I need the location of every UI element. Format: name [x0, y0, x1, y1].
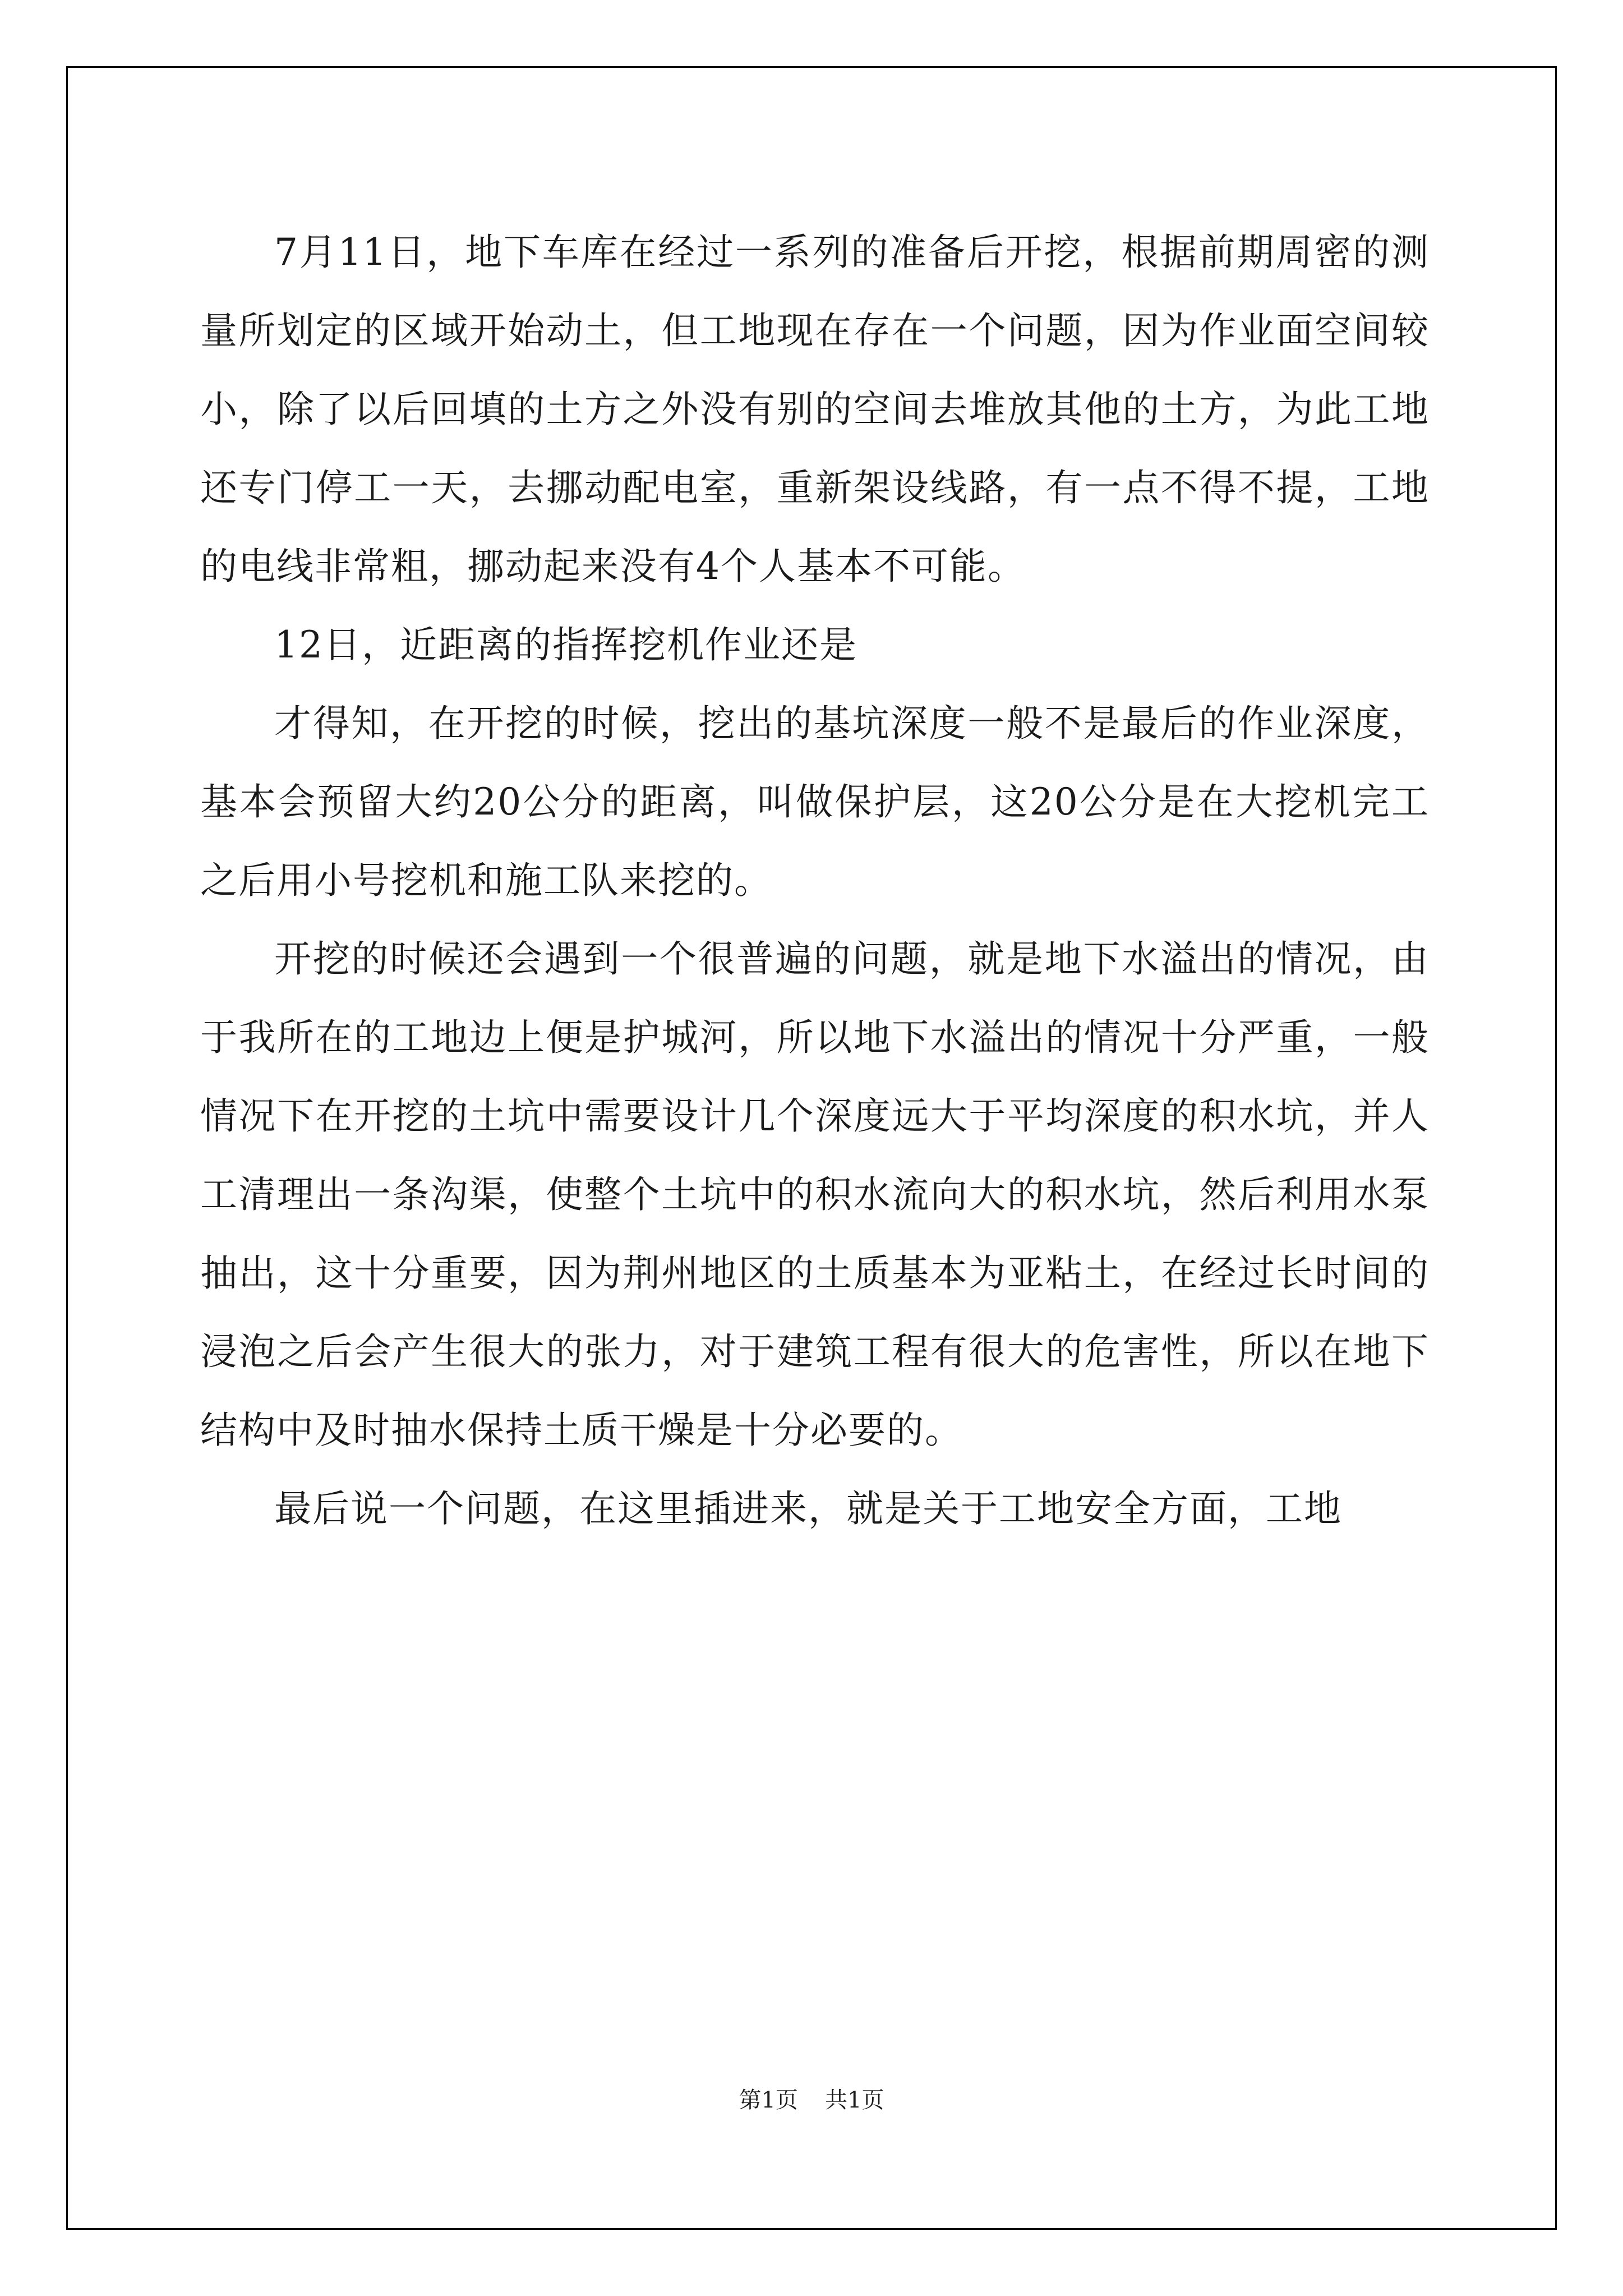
paragraph: 开挖的时候还会遇到一个很普遍的问题，就是地下水溢出的情况，由于我所在的工地边上便是护城河，所以地下水溢出的情况十分严重，一般情况下在开挖的土坑中需要设计几个深度远大于平均深度的积水坑，并人工清理出一条沟渠，使整个土坑中的积水流向大的积水坑，然后利用水泵抽出，这十分重要，因为荆州地区的土质基本为亚粘土，在经过长时间的浸泡之后会产生很大的张力，对于建筑工程有很大的危害性，所以在地下结构中及时抽水保持土质干燥是十分必要的。: [200, 937, 1430, 1452]
paragraph: 7月11日，地下车库在经过一系列的准备后开挖，根据前期周密的测量所划定的区域开始动土，但工地现在存在一个问题，因为作业面空间较小，除了以后回填的土方之外没有别的空间去堆放其他的土方，为此工地还专门停工一天，去挪动配电室，重新架设线路，有一点不得不提，工地的电线非常粗，挪动起来没有4个人基本不可能。: [200, 231, 1430, 588]
page-number: 第1页: [739, 2087, 798, 2113]
paragraph: 12日，近距离的指挥挖机作业还是: [274, 623, 857, 666]
paragraph: 才得知，在开挖的时候，挖出的基坑深度一般不是最后的作业深度，基本会预留大约20公分的距离，叫做保护层，这20公分是在大挖机完工之后用小号挖机和施工队来挖的。: [200, 702, 1430, 902]
paragraph: 最后说一个问题，在这里插进来，就是关于工地安全方面，工地: [274, 1487, 1342, 1530]
page-footer: [0, 2082, 1623, 2114]
total-pages: 共1页: [825, 2087, 884, 2113]
document-body: [200, 213, 1430, 1548]
